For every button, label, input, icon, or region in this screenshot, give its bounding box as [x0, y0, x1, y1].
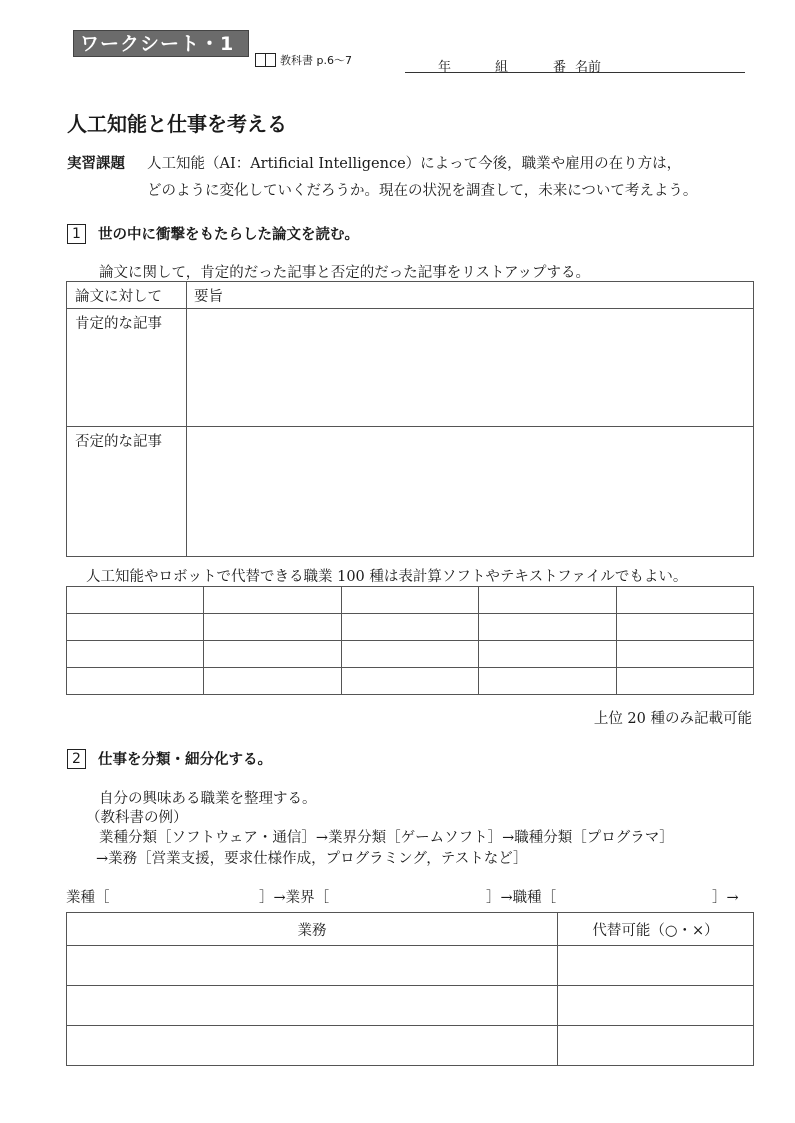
job-cell[interactable]	[67, 668, 204, 695]
number-label: 番	[553, 60, 567, 75]
job-cell[interactable]	[479, 641, 616, 668]
section-2-heading	[67, 748, 272, 769]
job-cell[interactable]	[67, 587, 204, 614]
jobs-note: 上位 20 種のみ記載可能	[593, 711, 752, 727]
articles-table-header	[67, 282, 754, 309]
table-row	[67, 946, 754, 986]
task-line-2: どのように変化していくだろうか。現在の状況を調査して，未来について考えよう。	[147, 183, 698, 199]
job-cell[interactable]	[204, 641, 341, 668]
section-2-instruction: 自分の興味ある職業を整理する。	[99, 791, 317, 807]
task-label: 実習課題	[67, 156, 125, 172]
section-1-instruction: 論文に関して，肯定的だった記事と否定的だった記事をリストアップする。	[99, 265, 590, 281]
positive-articles-label: 肯定的な記事	[67, 309, 187, 427]
book-icon	[255, 53, 277, 67]
job-cell[interactable]	[616, 587, 753, 614]
task-cell[interactable]	[67, 1026, 558, 1066]
job-cell[interactable]	[204, 668, 341, 695]
table-row	[67, 1026, 754, 1066]
header-task: 業務	[67, 913, 558, 946]
task-cell[interactable]	[67, 986, 558, 1026]
classification-row	[66, 886, 756, 906]
task-line-1: 人工知能（AI：Artificial Intelligence）によって今後，職業や雇用の在り方は，	[147, 156, 682, 172]
table-row	[67, 641, 754, 668]
job-cell[interactable]	[479, 668, 616, 695]
section-1-number: 1	[67, 224, 86, 244]
negative-articles-label: 否定的な記事	[67, 427, 187, 557]
table-row	[67, 309, 754, 427]
occupation-label: ］→職種［	[486, 890, 557, 906]
table-row	[67, 427, 754, 557]
class-label: 組	[495, 60, 509, 75]
positive-articles-summary[interactable]	[187, 309, 754, 427]
job-cell[interactable]	[341, 614, 478, 641]
page-title: 人工知能と仕事を考える	[67, 112, 287, 136]
task-description	[147, 151, 757, 205]
replaceable-cell[interactable]	[558, 1026, 754, 1066]
table-row	[67, 668, 754, 695]
header-summary: 要旨	[187, 282, 754, 309]
replaceable-cell[interactable]	[558, 946, 754, 986]
section-2-number: 2	[67, 749, 86, 769]
replaceable-cell[interactable]	[558, 986, 754, 1026]
name-field-line[interactable]	[405, 56, 745, 73]
job-cell[interactable]	[479, 614, 616, 641]
section-1-heading	[67, 223, 359, 244]
job-cell[interactable]	[204, 614, 341, 641]
articles-table	[66, 281, 754, 557]
classification-end: ］→	[712, 890, 739, 906]
task-cell[interactable]	[67, 946, 558, 986]
example-line-2: →業務［営業支援，要求仕様作成，プログラミング，テストなど］	[96, 851, 528, 867]
textbook-ref-text: 教科書 p.6～7	[280, 54, 352, 67]
example-label: （教科書の例）	[86, 810, 188, 826]
table-row	[67, 587, 754, 614]
job-cell[interactable]	[479, 587, 616, 614]
worksheet-badge: ワークシート・1	[73, 30, 249, 57]
job-cell[interactable]	[67, 614, 204, 641]
sector-input[interactable]	[346, 886, 486, 904]
section-1-title: 世の中に衝撃をもたらした論文を読む。	[98, 227, 359, 243]
header-replaceable: 代替可能（○・×）	[558, 913, 754, 946]
job-cell[interactable]	[616, 668, 753, 695]
year-label: 年	[438, 60, 452, 75]
job-cell[interactable]	[341, 668, 478, 695]
job-cell[interactable]	[616, 641, 753, 668]
tasks-table	[66, 912, 754, 1066]
example-line-1: 業種分類［ソフトウェア・通信］→業界分類［ゲームソフト］→職種分類［プログラマ］	[99, 830, 674, 846]
table-row	[67, 614, 754, 641]
job-cell[interactable]	[204, 587, 341, 614]
job-cell[interactable]	[616, 614, 753, 641]
section-2-title: 仕事を分類・細分化する。	[98, 752, 272, 768]
textbook-reference	[255, 52, 352, 68]
job-cell[interactable]	[341, 641, 478, 668]
job-cell[interactable]	[341, 587, 478, 614]
jobs-instruction: 人工知能やロボットで代替できる職業 100 種は表計算ソフトやテキストファイルでもよい。	[86, 569, 688, 585]
jobs-grid	[66, 586, 754, 695]
occupation-input[interactable]	[576, 886, 706, 904]
job-cell[interactable]	[67, 641, 204, 668]
header-about-paper: 論文に対して	[67, 282, 187, 309]
negative-articles-summary[interactable]	[187, 427, 754, 557]
name-label: 名前	[575, 60, 602, 75]
sector-label: ］→業界［	[259, 890, 330, 906]
industry-label: 業種［	[66, 890, 110, 906]
tasks-table-header	[67, 913, 754, 946]
table-row	[67, 986, 754, 1026]
